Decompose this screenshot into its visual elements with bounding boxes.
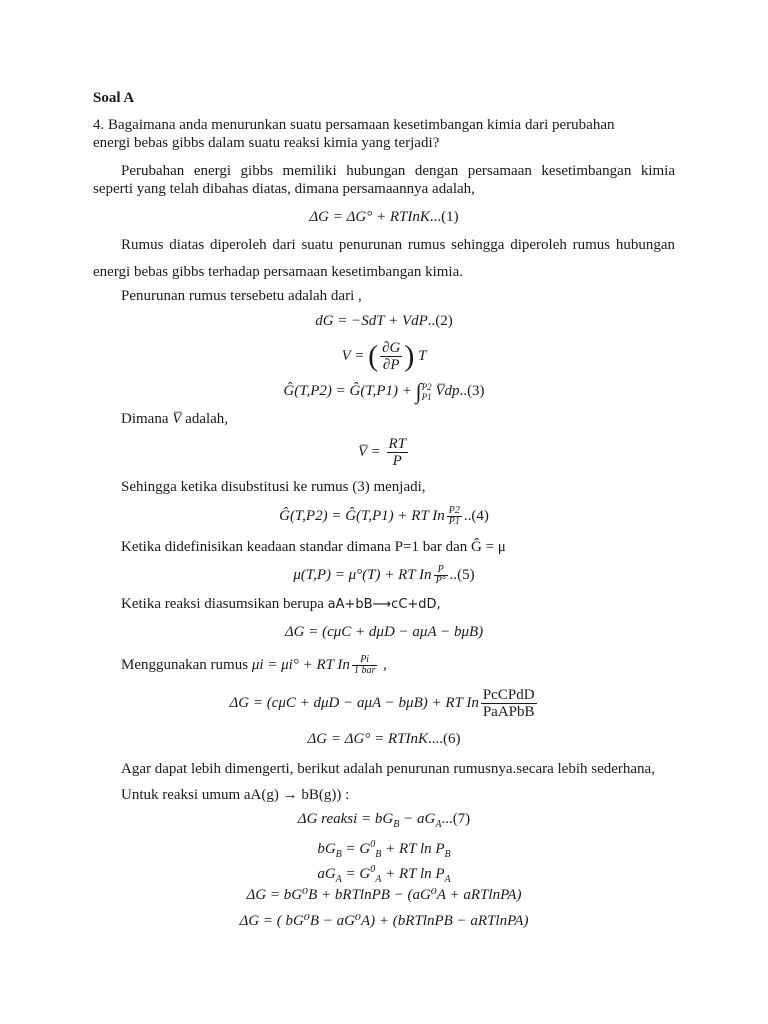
subscript-a: A [444, 874, 451, 885]
equation-6b-fraction [481, 687, 537, 720]
equation-6b [0, 684, 768, 722]
heading: Soal A [93, 90, 135, 106]
paragraph-1-line-1: Perubahan energi gibbs memiliki hubungan dengan persamaan kesetimbangan kimia [121, 163, 675, 179]
question-line-1: 4. Bagaimana anda menurunkan suatu persamaan kesetimbangan kimia dari perubahan [93, 117, 615, 133]
paragraph-4-symbol: V̅ [172, 411, 182, 427]
equation-3-tag: ..(3) [459, 383, 485, 399]
equation-8 [0, 836, 768, 864]
paragraph-8-denominator: 1 bar [353, 665, 376, 677]
equation-10 [0, 886, 768, 904]
equation-volume-lhs: V = [341, 348, 365, 364]
equation-6b-numerator: PcCPdD [482, 687, 535, 704]
left-paren: ( [368, 339, 379, 373]
question-line-2: energi bebas gibbs dalam suatu reaksi kimia yang terjadi? [93, 135, 440, 151]
equation-4-numerator: P2 [448, 505, 460, 517]
equation-8-rhs: = G [341, 841, 371, 857]
equation-10-body: ΔG = bG⁰B + bRTlnPB − (aG⁰A + aRTlnPA) [246, 887, 522, 903]
paragraph-2-line-1: Rumus diatas diperoleh dari suatu penurunan rumus sehingga diperoleh rumus hubungan [121, 237, 675, 253]
subscript-b: B [393, 819, 400, 830]
subscript-a: A [375, 874, 382, 885]
equation-2-tag: ..(2) [427, 313, 453, 329]
paragraph-8-post: , [383, 657, 387, 673]
equation-6-body: ΔG = ΔG° = RTInK [307, 731, 429, 747]
paragraph-4 [121, 410, 228, 428]
paragraph-8-equation: μi = μi° + RT In [251, 657, 350, 673]
partial-numerator: ∂G [382, 340, 401, 357]
paragraph-6: Ketika didefinisikan keadaan standar dimana P=1 bar dan Ĝ = μ [121, 539, 506, 555]
equation-2-body: dG = −SdT + VdP [315, 313, 428, 329]
equation-4-lhs: Ĝ(T,P2) = Ĝ(T,P1) + RT In [279, 508, 445, 524]
equation-11-body: ΔG = ( bG⁰B − aG⁰A) + (bRTlnPB − aRTlnPA) [239, 913, 529, 929]
equation-9 [0, 861, 768, 889]
equation-vbar [0, 434, 768, 470]
equation-3-lhs: Ĝ(T,P2) = Ĝ(T,P1) + [283, 383, 412, 399]
equation-1-tag: ...(1) [429, 209, 459, 225]
equation-7-body [297, 811, 442, 830]
paragraph-2-line-2: energi bebas gibbs terhadap persamaan kesetimbangan kimia. [93, 264, 464, 280]
equation-7-tag: ...(7) [441, 811, 471, 827]
right-paren: ) [404, 339, 415, 373]
equation-vbar-lhs: V̅ = [357, 444, 381, 460]
paragraph-10: Untuk reaksi umum aA(g) → bB(g)) : [121, 787, 350, 803]
vbar-denominator: P [392, 453, 402, 470]
equation-1-body: ΔG = ΔG° + RTInK [309, 209, 430, 225]
equation-5-tag: ..(5) [449, 567, 475, 583]
paragraph-8-numerator: Pi [352, 655, 377, 666]
equation-4-fraction [447, 506, 462, 527]
equation-4-denominator: P1 [448, 516, 460, 528]
partial-denominator: ∂P [382, 357, 400, 374]
equation-9-rhs: = G [341, 866, 371, 882]
equation-7-lhs: ΔG reaksi = bG [297, 811, 394, 827]
equation-3-tail: V̅dp [435, 383, 460, 399]
subscript-b: B [375, 849, 382, 860]
equation-9-lhs: aG [317, 866, 336, 882]
superscript-zero: 0 [370, 864, 376, 875]
paragraph-7 [121, 595, 441, 614]
paragraph-4-pre: Dimana [121, 411, 169, 427]
equation-6a-body: ΔG = (cμC + dμD − aμA − bμB) [284, 624, 484, 640]
equation-4 [0, 503, 768, 529]
equation-4-tag: ..(4) [463, 508, 489, 524]
vbar-numerator: RT [388, 436, 407, 453]
subscript-a: A [435, 819, 442, 830]
equation-5 [0, 562, 768, 588]
equation-5-denominator: P° [435, 575, 446, 587]
equation-vbar-fraction [387, 436, 409, 469]
superscript-zero: 0 [370, 839, 376, 850]
integral-upper: P2 [421, 381, 432, 392]
paragraph-8-fraction [352, 655, 377, 676]
subscript-b: B [444, 849, 451, 860]
integral-lower: P1 [421, 391, 432, 402]
equation-6b-lhs: ΔG = (cμC + dμD − aμA − bμB) + RT In [229, 695, 479, 711]
integral-sign: ∫ [415, 378, 422, 404]
paragraph-3: Penurunan rumus tersebetu adalah dari , [121, 288, 362, 304]
equation-7-mid: − aG [399, 811, 436, 827]
partial-derivative-fraction [380, 340, 402, 373]
equation-9-tail: + RT ln P [381, 866, 445, 882]
equation-volume-rhs: T [418, 348, 427, 364]
paragraph-7-pre: Ketika reaksi diasumsikan berupa [121, 596, 324, 612]
equation-8-tail: + RT ln P [381, 841, 445, 857]
equation-6a [0, 623, 768, 641]
equation-8-lhs: bG [317, 841, 336, 857]
equation-6-tag: ....(6) [428, 731, 461, 747]
equation-2 [0, 312, 768, 330]
reaction-formula: aA+bB⟶cC+dD, [327, 597, 441, 612]
subscript-b: B [335, 849, 342, 860]
paragraph-8-pre: Menggunakan rumus [121, 657, 249, 673]
equation-8-body [317, 839, 451, 860]
equation-volume [0, 338, 768, 374]
equation-6 [0, 730, 768, 748]
equation-3 [0, 378, 768, 404]
paragraph-5: Sehingga ketika disubstitusi ke rumus (3) menjadi, [121, 479, 426, 495]
equation-1 [0, 208, 768, 226]
equation-5-fraction [434, 565, 448, 586]
equation-6b-denominator: PaAPbB [482, 704, 535, 721]
equation-11 [0, 912, 768, 930]
paragraph-9: Agar dapat lebih dimengerti, berikut adalah penurunan rumusnya.secara lebih sederhana, [121, 761, 655, 777]
equation-7 [0, 810, 768, 834]
paragraph-4-post: adalah, [185, 411, 229, 427]
paragraph-1-line-2: seperti yang telah dibahas diatas, dimana persamaannya adalah, [93, 181, 475, 197]
paragraph-8 [121, 650, 387, 680]
subscript-a: A [335, 874, 342, 885]
equation-5-numerator: P [434, 565, 448, 576]
equation-9-body [317, 864, 451, 885]
equation-5-lhs: μ(T,P) = μ°(T) + RT In [293, 567, 432, 583]
integral-limits [422, 382, 432, 402]
